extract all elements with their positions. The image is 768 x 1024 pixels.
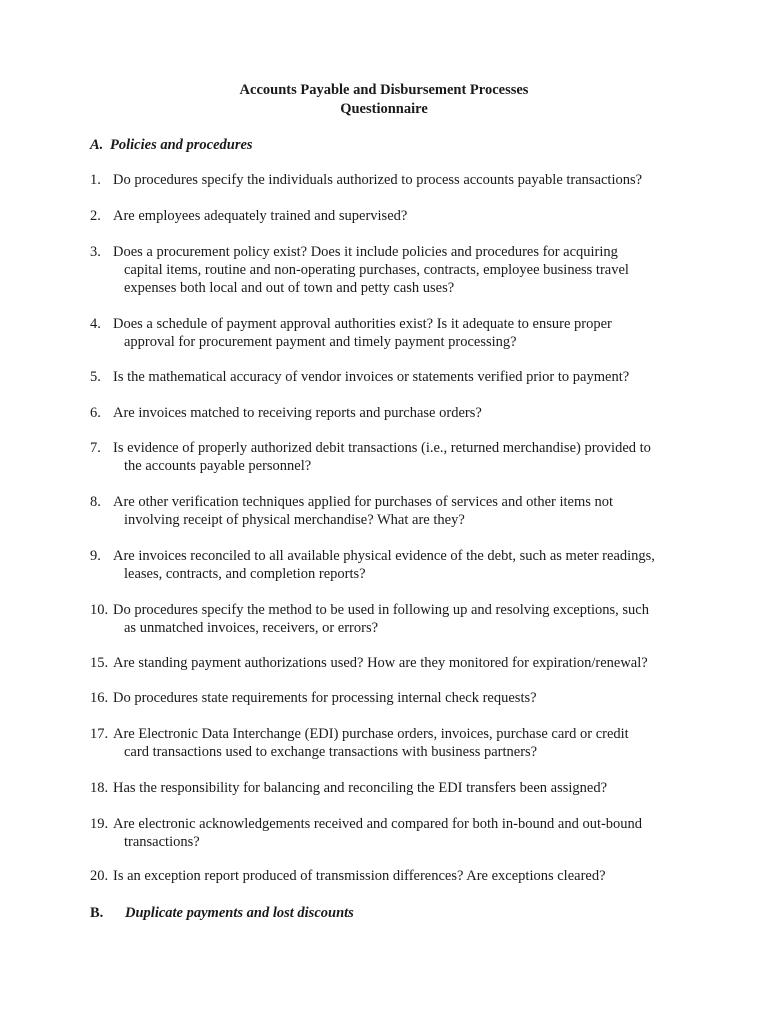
section-heading-b — [90, 904, 354, 922]
document-subtitle: Questionnaire — [340, 101, 428, 117]
question-number: 6. — [90, 405, 101, 421]
question-text-continued: capital items, routine and non-operating purchases, contracts, employee business travel — [124, 262, 629, 278]
question-number: 16. — [90, 690, 109, 706]
question-text: Do procedures specify the method to be used in following up and resolving exceptions, such — [113, 602, 649, 618]
question-text-continued: card transactions used to exchange transactions with business partners? — [124, 744, 538, 760]
question-number: 20. — [90, 868, 109, 884]
question-text: Are standing payment authorizations used? How are they monitored for expiration/renewal? — [113, 655, 648, 671]
question-text-continued: leases, contracts, and completion reports? — [124, 566, 366, 582]
question-17 — [90, 725, 690, 761]
section-letter: B. — [90, 905, 104, 921]
question-3 — [90, 243, 690, 297]
question-8 — [90, 493, 690, 529]
question-7 — [90, 439, 690, 475]
question-text: Do procedures state requirements for processing internal check requests? — [113, 690, 537, 706]
question-text: Has the responsibility for balancing and reconciling the EDI transfers been assigned? — [113, 780, 608, 796]
question-text: Are electronic acknowledgements received and compared for both in-bound and out-bound — [113, 816, 643, 832]
question-number: 1. — [90, 172, 101, 188]
question-9 — [90, 547, 690, 583]
question-number: 17. — [90, 726, 109, 742]
title-block — [0, 81, 768, 119]
question-text: Are invoices reconciled to all available physical evidence of the debt, such as meter readings, — [113, 548, 655, 564]
question-number: 10. — [90, 602, 109, 618]
question-text: Are other verification techniques applied for purchases of services and other items not — [113, 494, 614, 510]
section-heading-a — [90, 136, 253, 154]
question-number: 18. — [90, 780, 109, 796]
question-10 — [90, 601, 690, 637]
section-letter: A. — [90, 137, 104, 153]
question-text: Are invoices matched to receiving reports and purchase orders? — [113, 405, 482, 421]
question-16 — [90, 689, 690, 707]
question-text-continued: the accounts payable personnel? — [124, 458, 312, 474]
question-text-continued: approval for procurement payment and timely payment processing? — [124, 334, 517, 350]
question-text: Does a procurement policy exist? Does it include policies and procedures for acquiring — [113, 244, 618, 260]
question-6 — [90, 404, 690, 422]
question-text: Are employees adequately trained and supervised? — [113, 208, 408, 224]
question-18 — [90, 779, 690, 797]
question-text: Does a schedule of payment approval authorities exist? Is it adequate to ensure proper — [113, 316, 612, 332]
question-number: 9. — [90, 548, 101, 564]
section-title: Policies and procedures — [110, 137, 253, 153]
question-number: 2. — [90, 208, 101, 224]
question-number: 3. — [90, 244, 101, 260]
question-4 — [90, 315, 690, 351]
question-text: Are Electronic Data Interchange (EDI) purchase orders, invoices, purchase card or credit — [113, 726, 629, 742]
question-text-continued: involving receipt of physical merchandise? What are they? — [124, 512, 465, 528]
question-text-continued: as unmatched invoices, receivers, or errors? — [124, 620, 379, 636]
question-number: 8. — [90, 494, 101, 510]
question-5 — [90, 368, 690, 386]
question-15 — [90, 654, 690, 672]
question-number: 19. — [90, 816, 109, 832]
question-1 — [90, 171, 690, 189]
question-number: 15. — [90, 655, 109, 671]
question-text-continued: transactions? — [124, 834, 200, 850]
question-number: 4. — [90, 316, 101, 332]
section-title: Duplicate payments and lost discounts — [125, 905, 354, 921]
question-text: Is an exception report produced of transmission differences? Are exceptions cleared? — [113, 868, 606, 884]
question-text-continued: expenses both local and out of town and petty cash uses? — [124, 280, 455, 296]
document-title: Accounts Payable and Disbursement Processes — [239, 82, 529, 98]
question-text: Is evidence of properly authorized debit transactions (i.e., returned merchandise) provided to — [113, 440, 651, 456]
question-text: Do procedures specify the individuals authorized to process accounts payable transactions? — [113, 172, 643, 188]
question-20 — [90, 867, 690, 885]
question-19 — [90, 815, 690, 851]
question-text: Is the mathematical accuracy of vendor invoices or statements verified prior to payment? — [113, 369, 630, 385]
question-2 — [90, 207, 690, 225]
question-number: 7. — [90, 440, 101, 456]
question-number: 5. — [90, 369, 101, 385]
